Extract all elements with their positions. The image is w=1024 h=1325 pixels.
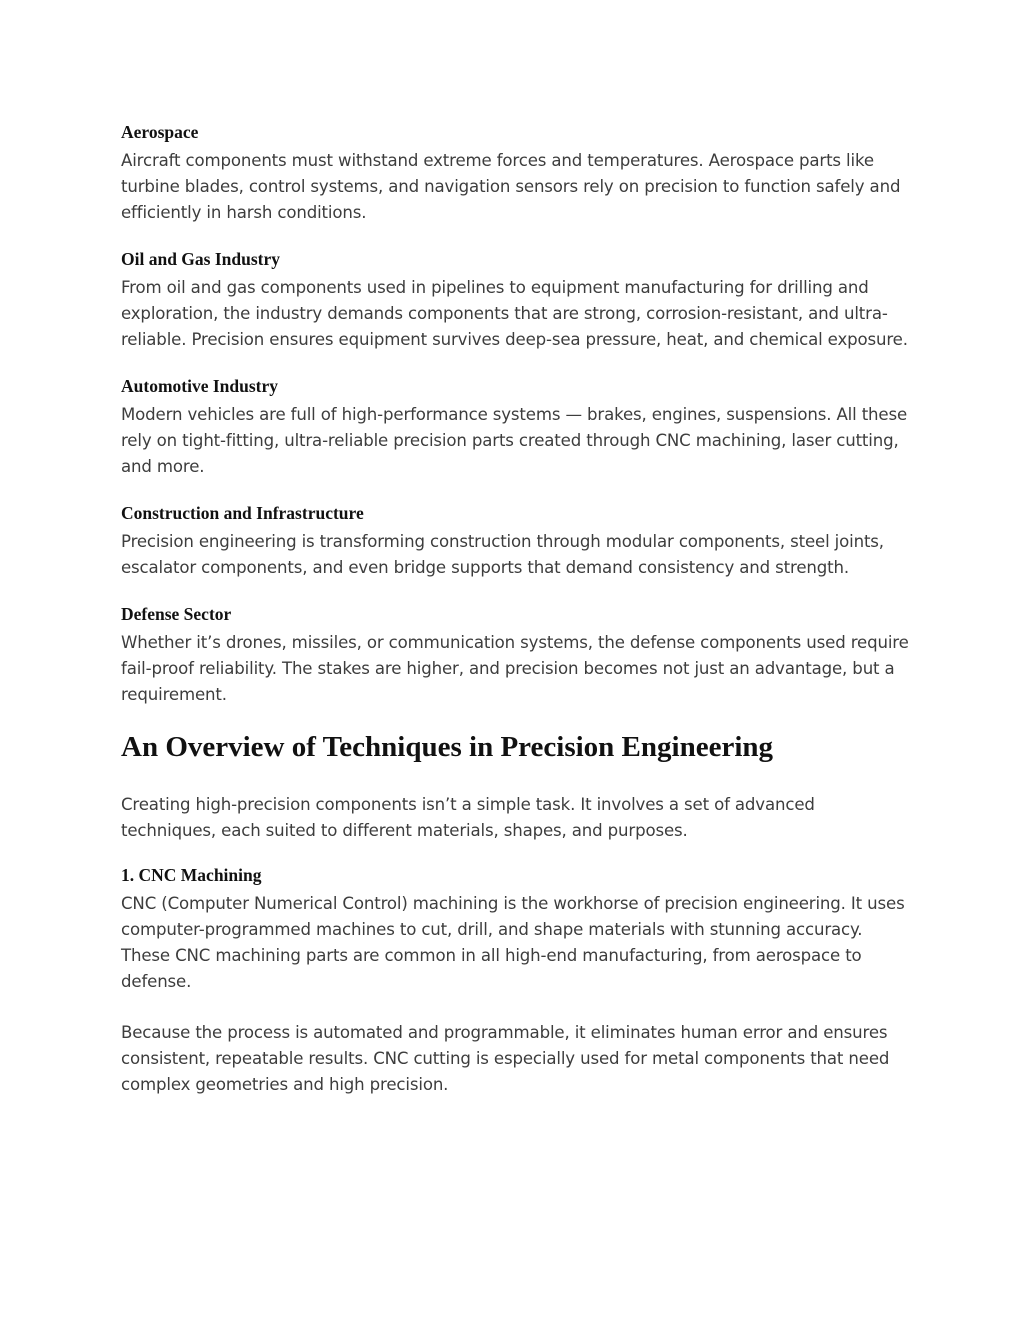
section-defense xyxy=(121,603,911,708)
cnc-paragraph-1: CNC (Computer Numerical Control) machining is the workhorse of precision engineering. It uses computer-programmed machines to cut, drill, and shape materials with stunning accuracy. These CNC machining parts are common in all high-end manufacturing, from aerospace to defense. xyxy=(121,894,905,991)
document-page xyxy=(121,121,911,1120)
section-aerospace xyxy=(121,121,911,226)
section-text: From oil and gas components used in pipelines to equipment manufacturing for drilling and exploration, the industry demands components that are strong, corrosion-resistant, and ultra-reliable. Precision ensures equipment survives deep-sea pressure, heat, and chemical exposure. xyxy=(121,278,908,349)
cnc-paragraph-2: Because the process is automated and programmable, it eliminates human error and ensures consistent, repeatable results. CNC cutting is especially used for metal components that need complex geometries and high precision. xyxy=(121,1023,890,1094)
section-construction xyxy=(121,502,911,581)
paragraph-gap xyxy=(121,995,911,1015)
section-cnc-machining xyxy=(121,864,911,1098)
overview-heading: An Overview of Techniques in Precision Engineering xyxy=(121,731,774,763)
section-oil-and-gas xyxy=(121,248,911,353)
section-heading: Oil and Gas Industry xyxy=(121,249,281,269)
section-heading: Defense Sector xyxy=(121,604,232,624)
section-heading: Construction and Infrastructure xyxy=(121,503,364,523)
section-automotive xyxy=(121,375,911,480)
section-text: Whether it’s drones, missiles, or communication systems, the defense components used require fail-proof reliability. The stakes are higher, and precision becomes not just an advantage, but a requirement. xyxy=(121,633,909,704)
section-heading: 1. CNC Machining xyxy=(121,865,262,885)
section-heading: Aerospace xyxy=(121,122,199,142)
section-heading: Automotive Industry xyxy=(121,376,279,396)
section-text: Modern vehicles are full of high-performance systems — brakes, engines, suspensions. All these rely on tight-fitting, ultra-reliable precision parts created through CNC machining, laser cutting, and more. xyxy=(121,405,908,476)
overview-intro: Creating high-precision components isn’t a simple task. It involves a set of advanced techniques, each suited to different materials, shapes, and purposes. xyxy=(121,795,815,840)
section-text: Precision engineering is transforming construction through modular components, steel joints, escalator components, and even bridge supports that demand consistency and strength. xyxy=(121,532,884,577)
section-text: Aircraft components must withstand extreme forces and temperatures. Aerospace parts like turbine blades, control systems, and navigation sensors rely on precision to function safely and efficiently in harsh conditions. xyxy=(121,151,901,222)
